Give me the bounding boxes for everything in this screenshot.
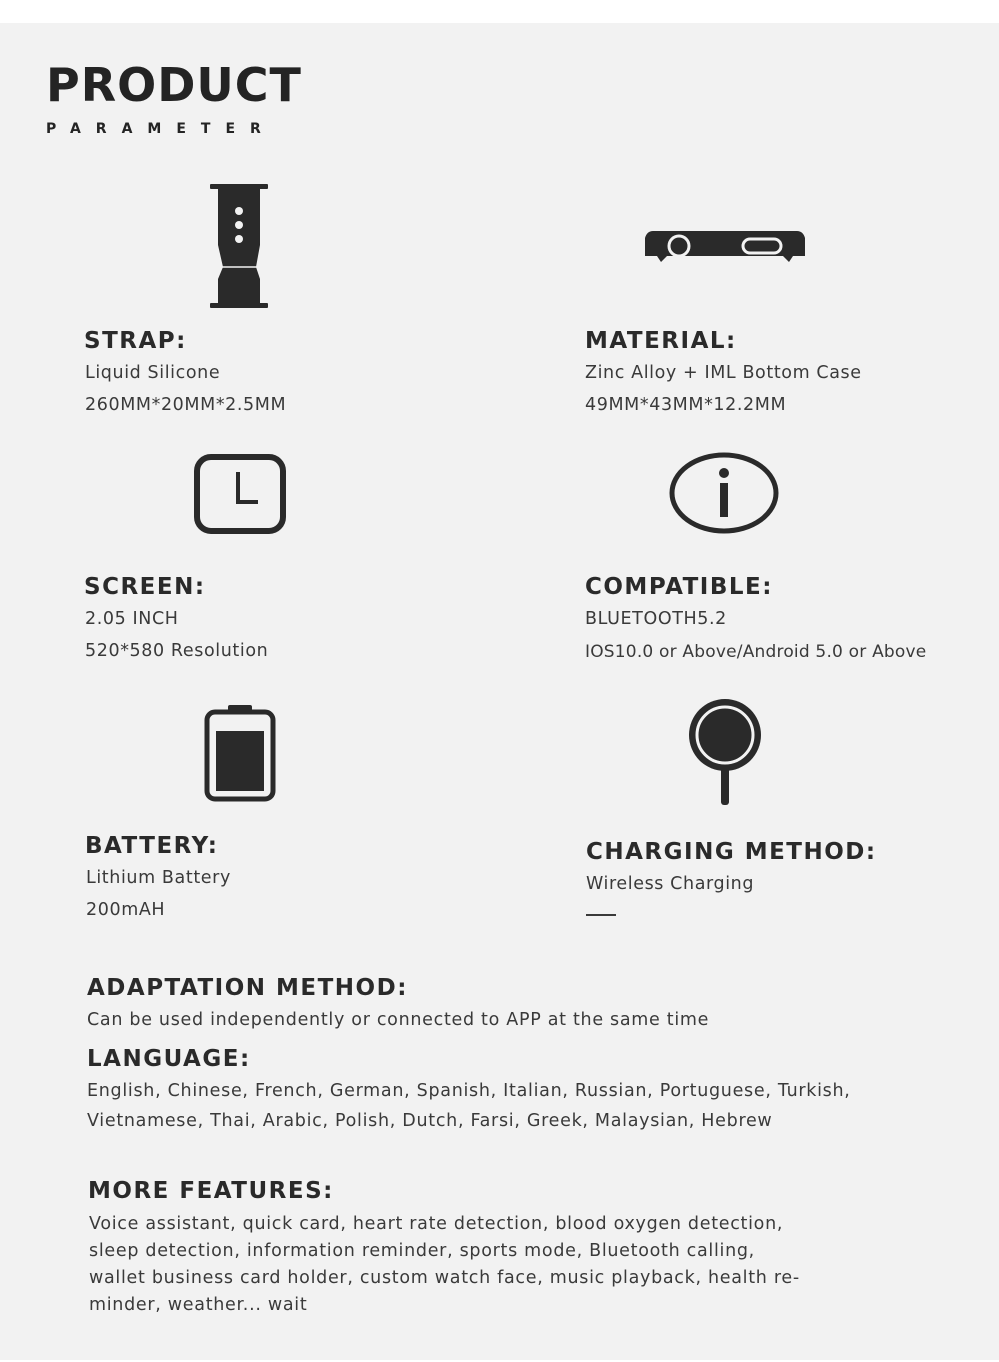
features-line: wallet business card holder, custom watch face, music playback, health re- [89,1268,800,1288]
language-title: LANGUAGE: [87,1046,251,1072]
compatible-title: COMPATIBLE: [585,574,773,600]
page-title: PRODUCT [46,58,302,112]
watch-strap-icon [206,183,272,311]
adaptation-text: Can be used independently or connected to APP at the same time [87,1010,710,1030]
compatible-os: IOS10.0 or Above/Android 5.0 or Above [585,642,927,662]
watch-case-icon [643,228,807,266]
info-icon [668,451,780,535]
screen-clock-icon [192,452,290,536]
material-composition: Zinc Alloy + IML Bottom Case [585,363,862,383]
language-line: English, Chinese, French, German, Spanish, Italian, Russian, Portuguese, Turkish, [87,1081,851,1101]
screen-resolution: 520*580 Resolution [85,641,269,661]
parameter-sheet [0,23,999,1360]
features-line: sleep detection, information reminder, sports mode, Bluetooth calling, [89,1241,755,1261]
charging-type: Wireless Charging [586,874,755,894]
material-title: MATERIAL: [585,328,737,354]
features-line: Voice assistant, quick card, heart rate detection, blood oxygen detection, [89,1214,784,1234]
compatible-bluetooth: BLUETOOTH5.2 [585,609,727,629]
language-line: Vietnamese, Thai, Arabic, Polish, Dutch, Farsi, Greek, Malaysian, Hebrew [87,1111,773,1131]
battery-title: BATTERY: [85,833,219,859]
screen-size: 2.05 INCH [85,609,179,629]
wireless-charger-icon [682,697,768,807]
battery-type: Lithium Battery [86,868,231,888]
strap-material: Liquid Silicone [85,363,221,383]
divider-dash [586,914,616,916]
strap-size: 260MM*20MM*2.5MM [85,395,287,415]
battery-icon [202,703,278,803]
strap-title: STRAP: [84,328,187,354]
adaptation-title: ADAPTATION METHOD: [87,975,408,1001]
charging-title: CHARGING METHOD: [586,839,877,865]
features-line: minder, weather... wait [89,1295,308,1315]
features-title: MORE FEATURES: [88,1178,334,1204]
page-subtitle: PARAMETER [46,121,276,137]
screen-title: SCREEN: [84,574,206,600]
material-size: 49MM*43MM*12.2MM [585,395,787,415]
battery-capacity: 200mAH [86,900,166,920]
